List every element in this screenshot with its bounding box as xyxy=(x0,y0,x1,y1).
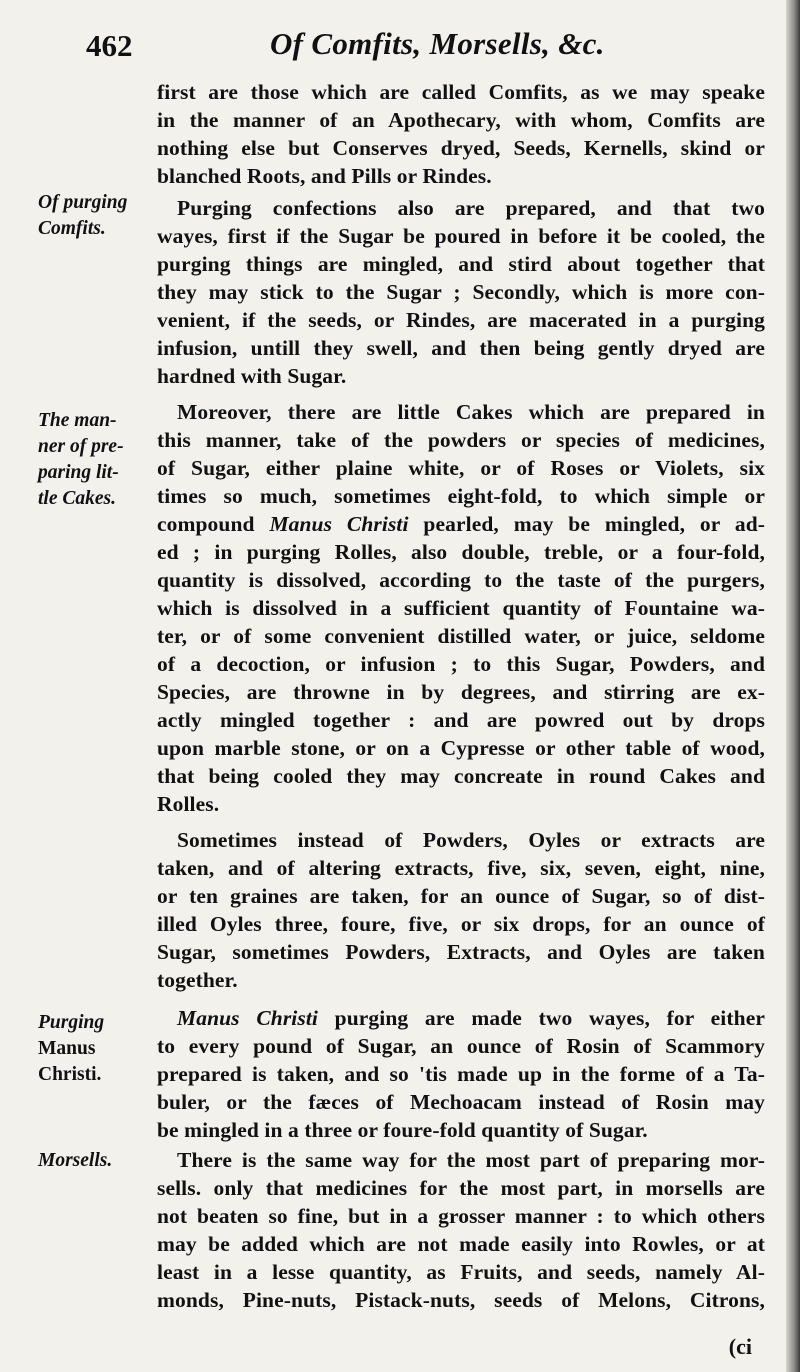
text-line: or ten graines are taken, for an ounce of Sugar, so of dist- xyxy=(157,884,765,908)
running-title: Of Comfits, Morsells, &c. xyxy=(270,26,605,61)
text-line: monds, Pine-nuts, Pistack-nuts, seeds of Melons, Citrons, xyxy=(157,1288,765,1312)
text-line: they may stick to the Sugar ; Secondly, which is more con- xyxy=(157,280,765,304)
margin-note-line: Christi. xyxy=(38,1064,102,1085)
margin-note-line: Morsells. xyxy=(38,1150,113,1171)
text-line: prepared is taken, and so 'tis made up in the forme of a Ta- xyxy=(157,1062,765,1086)
text-line: blanched Roots, and Pills or Rindes. xyxy=(157,164,492,188)
text-line: times so much, sometimes eight-fold, to which simple or xyxy=(157,484,765,508)
text-line: not beaten so fine, but in a grosser manner : to which others xyxy=(157,1204,765,1228)
text-line: Moreover, there are little Cakes which are prepared in xyxy=(177,400,765,424)
text-line: Sometimes instead of Powders, Oyles or extracts are xyxy=(177,828,765,852)
text-line: Species, are throwne in by degrees, and stirring are ex- xyxy=(157,680,765,704)
text-line: least in a lesse quantity, as Fruits, and seeds, namely Al- xyxy=(157,1260,765,1284)
page-number: 462 xyxy=(86,28,133,63)
margin-note-line: Manus xyxy=(38,1038,96,1059)
text-line: Rolles. xyxy=(157,792,220,816)
margin-note-line: The man- xyxy=(38,410,117,431)
text-line: Manus Christi purging are made two wayes, for either xyxy=(177,1006,765,1030)
margin-note-line: paring lit- xyxy=(38,462,119,483)
margin-note-manus-christi xyxy=(38,1010,156,1088)
text-line: this manner, take of the powders or species of medicines, xyxy=(157,428,765,452)
text-line: upon marble stone, or on a Cypresse or other table of wood, xyxy=(157,736,765,760)
text-line: Sugar, sometimes Powders, Extracts, and Oyles are taken xyxy=(157,940,765,964)
text-line: wayes, first if the Sugar be poured in before it be cooled, the xyxy=(157,224,765,248)
margin-note-line: Of purging xyxy=(38,192,128,213)
margin-note-line: ner of pre- xyxy=(38,436,124,457)
text-line: taken, and of altering extracts, five, six, seven, eight, nine, xyxy=(157,856,765,880)
italic-phrase: Manus Christi xyxy=(177,1006,318,1030)
text-line: be mingled in a three or foure-fold quantity of Sugar. xyxy=(157,1118,648,1142)
text-line: together. xyxy=(157,968,238,992)
text-line: sells. only that medicines for the most part, in morsells are xyxy=(157,1176,765,1200)
text-line: hardned with Sugar. xyxy=(157,364,347,388)
margin-note-line: Purging xyxy=(38,1012,105,1033)
text-line: to every pound of Sugar, an ounce of Rosin of Scammory xyxy=(157,1034,765,1058)
text-line: may be added which are not made easily into Rowles, or at xyxy=(157,1232,765,1256)
text-line: infusion, untill they swell, and then being gently dryed are xyxy=(157,336,765,360)
text-line: that being cooled they may concreate in round Cakes and xyxy=(157,764,765,788)
text-line: buler, or the fæces of Mechoacam instead of Rosin may xyxy=(157,1090,765,1114)
text-line: quantity is dissolved, according to the taste of the purgers, xyxy=(157,568,765,592)
italic-phrase: Manus Christi xyxy=(269,512,409,536)
text-line: illed Oyles three, foure, five, or six drops, for an ounce of xyxy=(157,912,765,936)
margin-note-line: tle Cakes. xyxy=(38,488,116,509)
margin-note-morsells xyxy=(38,1148,156,1174)
text-line: ed ; in purging Rolles, also double, treble, or a four-fold, xyxy=(157,540,765,564)
margin-note-little-cakes xyxy=(38,408,156,512)
text-line: actly mingled together : and are powred out by drops xyxy=(157,708,765,732)
text-line: nothing else but Conserves dryed, Seeds, Kernells, skind or xyxy=(157,136,765,160)
text-line: compound Manus Christi pearled, may be mingled, or ad- xyxy=(157,512,766,536)
text-line: There is the same way for the most part of preparing mor- xyxy=(177,1148,765,1172)
margin-note-purging-comfits xyxy=(38,190,156,242)
text-line: Purging confections also are prepared, and that two xyxy=(177,196,765,220)
text-line: venient, if the seeds, or Rindes, are macerated in a purging xyxy=(157,308,765,332)
text-line: purging things are mingled, and stird about together that xyxy=(157,252,765,276)
text-line: in the manner of an Apothecary, with whom, Comfits are xyxy=(157,108,765,132)
catchword: (ci xyxy=(728,1334,752,1359)
margin-note-line: Comfits. xyxy=(38,218,106,239)
text-line: first are those which are called Comfits, as we may speake xyxy=(157,80,765,104)
text-line: which is dissolved in a sufficient quantity of Fountaine wa- xyxy=(157,596,765,620)
page-edge-shadow xyxy=(786,0,800,1372)
text-line: of Sugar, either plaine white, or of Roses or Violets, six xyxy=(157,456,765,480)
text-line: ter, or of some convenient distilled water, or juice, seldome xyxy=(157,624,765,648)
text-line: of a decoction, or infusion ; to this Sugar, Powders, and xyxy=(157,652,765,676)
